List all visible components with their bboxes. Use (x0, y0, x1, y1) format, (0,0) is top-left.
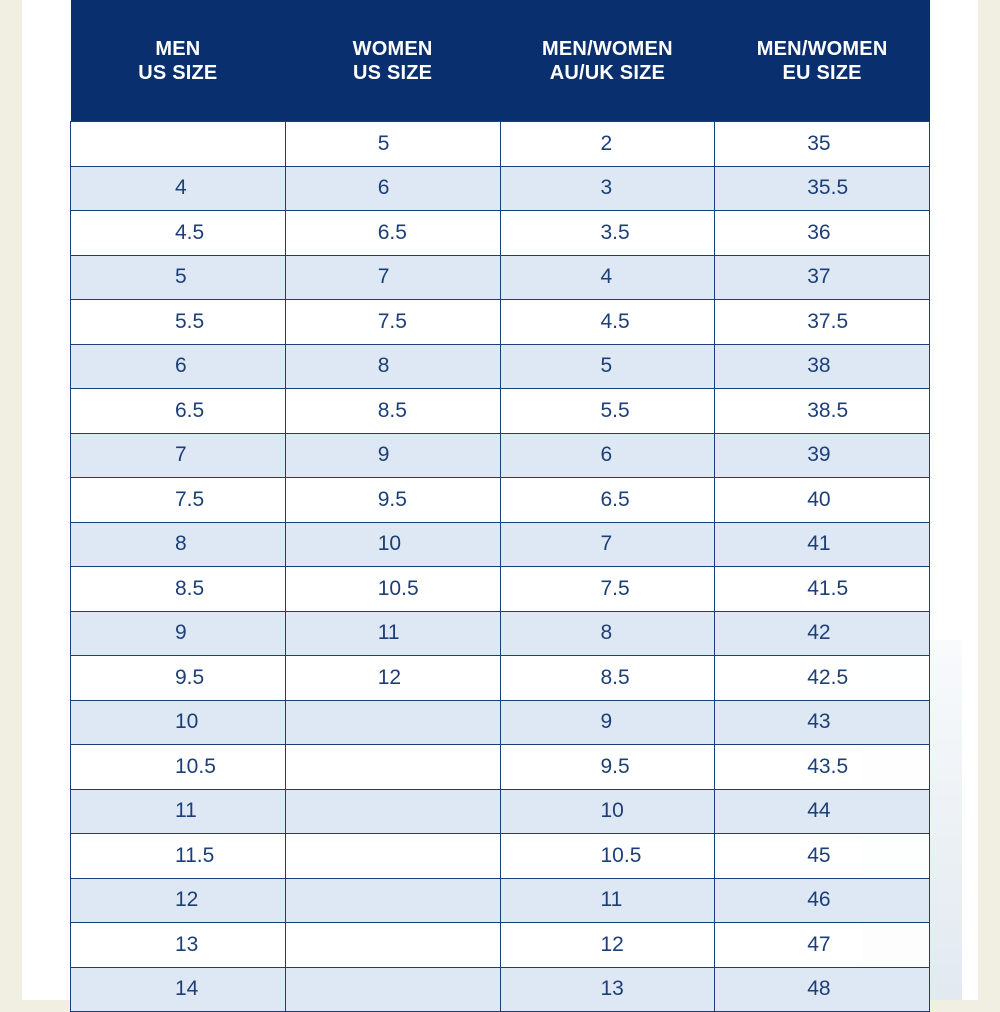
table-row (71, 433, 930, 478)
table-cell: 47 (715, 923, 930, 968)
table-row (71, 789, 930, 834)
table-cell: 35.5 (715, 166, 930, 211)
table-cell: 42.5 (715, 656, 930, 701)
table-cell: 7.5 (500, 567, 715, 612)
header-line: MEN/WOMEN (542, 37, 673, 60)
table-cell: 35 (715, 122, 930, 167)
table-cell: 5 (500, 344, 715, 389)
table-cell: 46 (715, 878, 930, 923)
table-cell: 7.5 (285, 300, 500, 345)
table-row (71, 967, 930, 1012)
table-cell: 45 (715, 834, 930, 879)
table-row (71, 211, 930, 256)
table-cell: 9 (71, 611, 286, 656)
table-row (71, 344, 930, 389)
table-cell: 43 (715, 700, 930, 745)
table-cell: 8 (500, 611, 715, 656)
table-cell: 7 (285, 255, 500, 300)
table-row (71, 834, 930, 879)
table-cell: 37 (715, 255, 930, 300)
header-line: MEN (155, 37, 201, 60)
header-line: AU/UK SIZE (549, 61, 666, 84)
table-cell: 4 (71, 166, 286, 211)
table-row (71, 656, 930, 701)
table-cell: 9.5 (71, 656, 286, 701)
table-cell: 6 (285, 166, 500, 211)
table-cell: 6.5 (71, 389, 286, 434)
table-cell: 10.5 (71, 745, 286, 790)
table-cell: 11 (71, 789, 286, 834)
table-row (71, 611, 930, 656)
table-cell: 5.5 (500, 389, 715, 434)
table-cell: 6.5 (285, 211, 500, 256)
table-cell: 3 (500, 166, 715, 211)
header-eu-size (715, 0, 930, 122)
table-cell: 11.5 (71, 834, 286, 879)
table-cell: 6.5 (500, 478, 715, 523)
table-cell (285, 967, 500, 1012)
table-cell: 9 (285, 433, 500, 478)
table-cell: 41 (715, 522, 930, 567)
table-cell: 38 (715, 344, 930, 389)
header-men-us-size (71, 0, 286, 122)
table-cell: 14 (71, 967, 286, 1012)
table-cell: 44 (715, 789, 930, 834)
table-row (71, 745, 930, 790)
table-cell (285, 878, 500, 923)
size-chart-table (70, 0, 930, 1012)
table-row (71, 878, 930, 923)
table-cell: 48 (715, 967, 930, 1012)
table-cell: 11 (500, 878, 715, 923)
header-line: EU SIZE (782, 61, 862, 84)
table-row (71, 567, 930, 612)
table-cell: 10 (285, 522, 500, 567)
table-cell: 12 (500, 923, 715, 968)
header-line: MEN/WOMEN (756, 37, 888, 60)
table-cell: 4.5 (500, 300, 715, 345)
table-row (71, 122, 930, 167)
table-cell: 4 (500, 255, 715, 300)
table-row (71, 255, 930, 300)
table-cell: 11 (285, 611, 500, 656)
table-cell: 9 (500, 700, 715, 745)
header-line: WOMEN (352, 37, 433, 60)
table-cell: 8 (71, 522, 286, 567)
table-cell: 4.5 (71, 211, 286, 256)
table-cell: 5.5 (71, 300, 286, 345)
table-cell: 7 (500, 522, 715, 567)
table-cell: 3.5 (500, 211, 715, 256)
header-line: US SIZE (353, 61, 433, 84)
table-cell (285, 745, 500, 790)
table-cell: 12 (285, 656, 500, 701)
table-cell: 9.5 (285, 478, 500, 523)
table-row (71, 700, 930, 745)
table-cell: 41.5 (715, 567, 930, 612)
table-cell: 12 (71, 878, 286, 923)
table-row (71, 300, 930, 345)
table-cell (285, 834, 500, 879)
table-cell: 39 (715, 433, 930, 478)
table-cell: 13 (500, 967, 715, 1012)
table-cell: 6 (500, 433, 715, 478)
table-cell (285, 923, 500, 968)
table-row (71, 923, 930, 968)
table-cell: 37.5 (715, 300, 930, 345)
table-cell: 43.5 (715, 745, 930, 790)
table-cell: 8.5 (500, 656, 715, 701)
table-cell: 8.5 (71, 567, 286, 612)
table-cell: 6 (71, 344, 286, 389)
table-cell: 13 (71, 923, 286, 968)
table-cell: 9.5 (500, 745, 715, 790)
table-cell: 5 (285, 122, 500, 167)
table-cell: 2 (500, 122, 715, 167)
table-cell (285, 700, 500, 745)
table-cell (71, 122, 286, 167)
table-cell: 7.5 (71, 478, 286, 523)
table-cell: 10 (500, 789, 715, 834)
table-row (71, 478, 930, 523)
table-cell: 42 (715, 611, 930, 656)
header-women-us-size (285, 0, 500, 122)
table-cell: 38.5 (715, 389, 930, 434)
table-cell: 10 (71, 700, 286, 745)
table-cell: 36 (715, 211, 930, 256)
header-au-uk-size (500, 0, 715, 122)
table-cell: 10.5 (500, 834, 715, 879)
table-cell: 8 (285, 344, 500, 389)
table-row (71, 389, 930, 434)
table-cell: 40 (715, 478, 930, 523)
table-row (71, 522, 930, 567)
table-cell: 10.5 (285, 567, 500, 612)
table-cell (285, 789, 500, 834)
header-line: US SIZE (138, 61, 218, 84)
table-cell: 7 (71, 433, 286, 478)
table-cell: 5 (71, 255, 286, 300)
table-cell: 8.5 (285, 389, 500, 434)
header-row (71, 0, 930, 122)
table-row (71, 166, 930, 211)
